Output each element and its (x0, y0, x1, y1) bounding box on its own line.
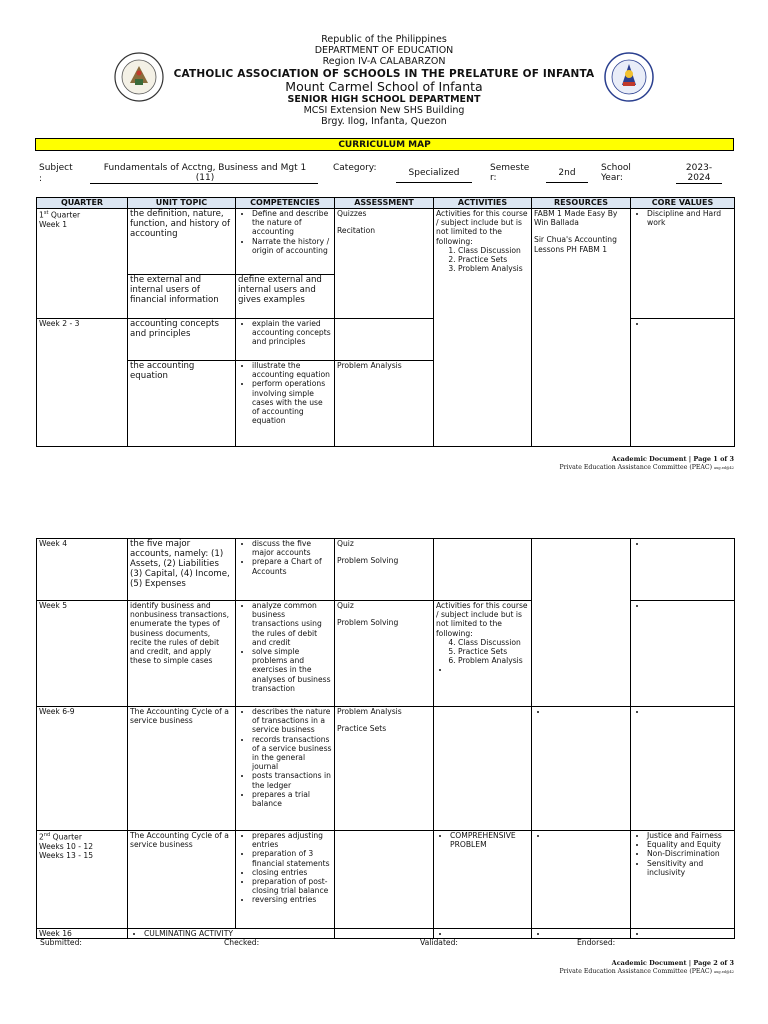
activity-item: 3. Problem Analysis (458, 264, 529, 273)
competency-list (238, 601, 332, 693)
assessment-item: Practice Sets (337, 724, 387, 734)
week-label: Week 6-9 (37, 707, 128, 831)
competency-item: • describes the nature of transactions in a service business (252, 707, 332, 735)
core-value-item: • Equality and Equity (647, 840, 732, 849)
competency-item: • perform operations involving simple cases with the use of accounting equation (252, 379, 332, 425)
competency-list (238, 319, 332, 347)
validated-label: Validated: (420, 938, 458, 947)
activity-bullet (450, 665, 529, 674)
resource-item: Sir Chua's Accounting Lessons PH FABM 1 (534, 235, 617, 254)
unit-topic: The Accounting Cycle of a service business (128, 707, 236, 831)
footer-peac-page1: Private Education Assistance Committee (PEAC) aug.ed@42 (559, 464, 734, 471)
quarter-label: 1st Quarter (39, 210, 81, 220)
table-row (37, 707, 735, 831)
competency-item: • discuss the five major accounts (252, 539, 332, 557)
subject-value: Fundamentals of Acctng, Business and Mgt 1 (103, 163, 307, 173)
week-label: Weeks 10 - 12 (39, 841, 94, 851)
school-year-value: 2023- (685, 163, 713, 173)
assessment-item: Problem Solving (337, 556, 399, 566)
category-value: Specialized (408, 168, 460, 178)
activities-list (436, 638, 529, 666)
activity-item: 2. Practice Sets (458, 255, 529, 264)
core-values-list (633, 209, 732, 227)
core-value-item (647, 929, 732, 938)
assessment-item: Quiz (337, 539, 354, 548)
submitted-label: Submitted: (40, 938, 82, 947)
core-value-item (647, 539, 732, 548)
school-year-label-cont: Year: (601, 173, 623, 183)
week-label: Week 2 - 3 (37, 319, 128, 447)
competency-item: • closing entries (252, 868, 332, 877)
competency-list (238, 539, 332, 576)
table-header-row (37, 198, 735, 209)
unit-topic: the accounting equation (128, 361, 236, 447)
competency-item: • Narrate the history / origin of accounting (252, 237, 332, 255)
subject-label: Subject (39, 163, 73, 173)
week-label: Week 5 (37, 601, 128, 707)
checked-label: Checked: (224, 938, 260, 947)
week-label: Week 4 (37, 539, 128, 601)
competency-list (238, 707, 332, 808)
activity-item: 1. Class Discussion (458, 246, 529, 255)
resources-list (534, 831, 628, 840)
competency-text: define external and internal users and gives examples (236, 275, 335, 319)
assessment-item: Quizzes (337, 209, 367, 218)
week-label: Week 1 (39, 219, 68, 229)
core-value-item (647, 707, 732, 716)
core-values-list (633, 831, 732, 877)
endorsed-label: Endorsed: (577, 938, 616, 947)
resource-item (548, 831, 628, 840)
competency-item: • prepares adjusting entries (252, 831, 332, 849)
table-row (37, 209, 735, 275)
subject-grade: (11) (195, 173, 215, 183)
competency-item: • illustrate the accounting equation (252, 361, 332, 379)
core-values-list (633, 319, 732, 328)
header-deped: DEPARTMENT OF EDUCATION (314, 45, 454, 56)
assessment-item: Problem Solving (337, 618, 399, 628)
competency-item: • explain the varied accounting concepts and principles (252, 319, 332, 347)
category-underline (396, 182, 472, 183)
col-unit-topic: UNIT TOPIC (128, 198, 236, 209)
core-value-item (647, 601, 732, 610)
table-row (37, 539, 735, 601)
curriculum-table-page2 (36, 538, 735, 939)
competency-list (238, 831, 332, 905)
unit-topic: accounting concepts and principles (128, 319, 236, 361)
semester-label: Semeste (490, 163, 530, 173)
core-value-item: • Non-Discrimination (647, 849, 732, 858)
activities-list (436, 831, 529, 849)
core-value-item: • Justice and Fairness (647, 831, 732, 840)
category-label: Category: (333, 163, 377, 173)
col-assessment: ASSESSMENT (335, 198, 434, 209)
competency-item: • preparation of 3 financial statements (252, 849, 332, 867)
competency-item: • prepare a Chart of Accounts (252, 557, 332, 575)
activities-list (436, 246, 529, 274)
activity-item (450, 929, 529, 938)
table-row (37, 929, 735, 939)
header-republic: Republic of the Philippines (321, 34, 447, 45)
table-row (37, 601, 735, 707)
competency-item: • analyze common business transactions using the rules of debit and credit (252, 601, 332, 647)
resources-empty (532, 539, 631, 707)
activities-empty (434, 539, 532, 601)
resource-item: FABM 1 Made Easy By Win Ballada (534, 209, 618, 228)
unit-topic: the five major accounts, namely: (1) Assets, (2) Liabilities (3) Capital, (4) Income, (5) Expenses (128, 539, 236, 601)
core-values-list (633, 601, 732, 610)
culminating-list (130, 929, 332, 938)
header-building: MCSI Extension New SHS Building (303, 105, 465, 116)
competency-list (238, 209, 332, 255)
core-value-item: • Sensitivity and inclusivity (647, 859, 732, 877)
curriculum-map-title: CURRICULUM MAP (35, 138, 734, 151)
school-year-underline (676, 183, 722, 184)
resource-item (548, 929, 628, 938)
activity-item: 4. Class Discussion (458, 638, 529, 647)
resources-list (534, 707, 628, 716)
footer-page2: Academic Document | Page 2 of 3 (611, 959, 734, 967)
unit-topic: the external and internal users of financial information (128, 275, 236, 319)
footer-page1: Academic Document | Page 1 of 3 (611, 455, 734, 463)
footer-peac-page2: Private Education Assistance Committee (PEAC) aug.ed@42 (559, 968, 734, 975)
col-activities: ACTIVITIES (434, 198, 532, 209)
col-resources: RESOURCES (532, 198, 631, 209)
week-label: Week 16 (37, 929, 128, 939)
resource-item (548, 707, 628, 716)
activity-item: • COMPREHENSIVE PROBLEM (450, 831, 529, 849)
table-row (37, 319, 735, 361)
col-quarter: QUARTER (37, 198, 128, 209)
unit-topic: The Accounting Cycle of a service business (128, 831, 236, 929)
school-year-label: School (601, 163, 631, 173)
table-row (37, 831, 735, 929)
header-region: Region IV-A CALABARZON (322, 56, 446, 67)
semester-underline (546, 182, 588, 183)
header-address: Brgy. Ilog, Infanta, Quezon (321, 116, 447, 127)
assessment-item: Quiz (337, 601, 354, 610)
unit-topic: the definition, nature, function, and history of accounting (128, 209, 236, 275)
core-values-list (633, 539, 732, 548)
semester-label-cont: r: (490, 173, 497, 183)
competency-list (238, 361, 332, 425)
core-value-item: • Discipline and Hard work (647, 209, 732, 227)
competency-item: • solve simple problems and exercises in the analyses of business transaction (252, 647, 332, 693)
assessment-empty (335, 929, 434, 939)
col-core-values: CORE VALUES (631, 198, 735, 209)
header-department: SENIOR HIGH SCHOOL DEPARTMENT (287, 94, 481, 105)
competency-item: • prepares a trial balance (252, 790, 332, 808)
assessment-empty (335, 831, 434, 929)
competency-item: • records transactions of a service business in the general journal (252, 735, 332, 772)
header-school-name: Mount Carmel School of Infanta (285, 79, 483, 94)
activities-empty (434, 707, 532, 831)
week-label: Weeks 13 - 15 (39, 850, 94, 860)
semester-value: 2nd (558, 168, 576, 178)
school-year-value-cont: 2024 (687, 173, 711, 183)
activities-intro: Activities for this course / subject include but is not limited to the following: (436, 601, 528, 638)
activities-intro: Activities for this course / subject include but is not limited to the following: (436, 209, 528, 246)
assessment-empty (335, 319, 434, 361)
header-association: CATHOLIC ASSOCIATION OF SCHOOLS IN THE PRELATURE OF INFANTA (173, 68, 595, 80)
competency-item: • reversing entries (252, 895, 332, 904)
competency-item: • preparation of post-closing trial balance (252, 877, 332, 895)
unit-topic: identify business and nonbusiness transactions, enumerate the types of business documents, recite the rules of debit and credit, and apply these to simple cases (128, 601, 236, 707)
assessment-item: Recitation (337, 226, 376, 236)
culminating-activity: • CULMINATING ACTIVITY (144, 929, 332, 938)
quarter-label: 2nd Quarter (39, 832, 82, 842)
competency-item: • posts transactions in the ledger (252, 771, 332, 789)
assessment-item: Problem Analysis (335, 361, 434, 447)
curriculum-table-page1 (36, 197, 735, 447)
competency-item: • Define and describe the nature of accounting (252, 209, 332, 237)
activity-item: 6. Problem Analysis (458, 656, 529, 665)
core-value-item (647, 319, 732, 328)
subject-underline (90, 183, 318, 184)
activity-item: 5. Practice Sets (458, 647, 529, 656)
col-competencies: COMPETENCIES (236, 198, 335, 209)
assessment-item: Problem Analysis (337, 707, 402, 716)
core-values-list (633, 707, 732, 716)
subject-colon: : (39, 174, 43, 184)
